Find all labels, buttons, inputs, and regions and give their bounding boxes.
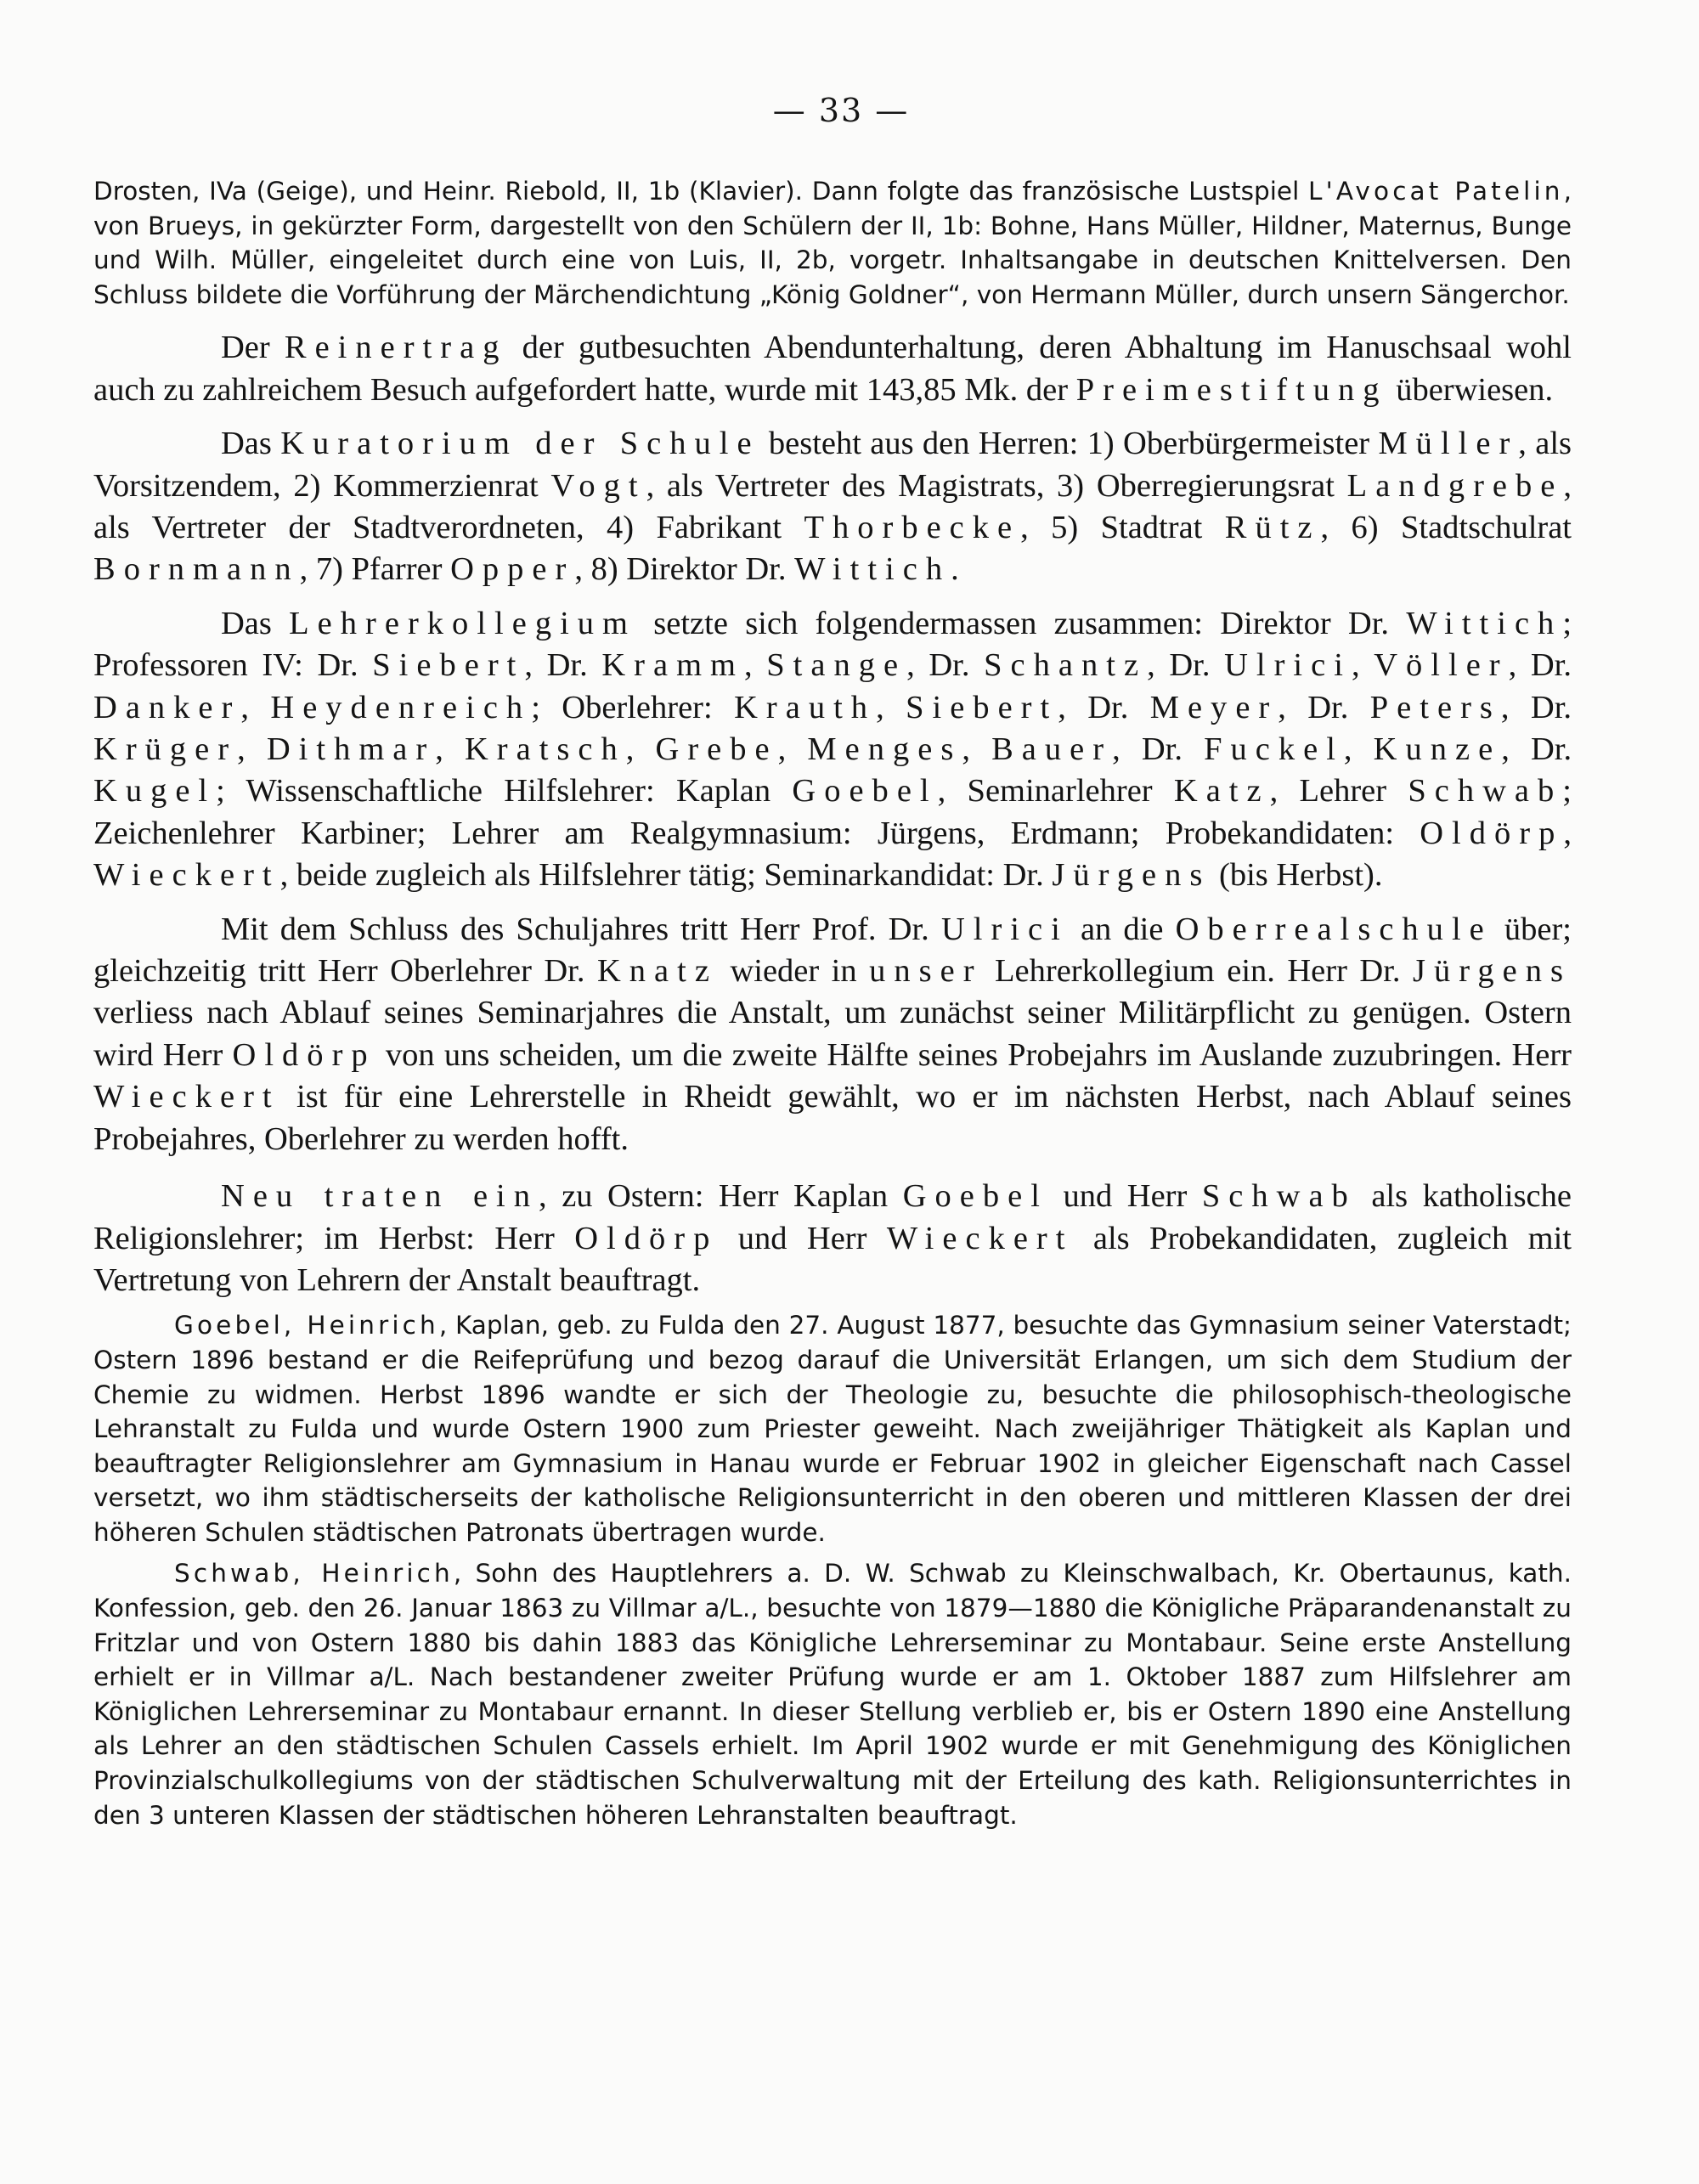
text-run: ; Probekandidaten: (1130, 815, 1420, 851)
spaced-name: Grebe (655, 731, 778, 768)
play-title: L'Avocat Patelin (1308, 177, 1564, 206)
text-run: . (951, 551, 959, 588)
text-run: , (962, 731, 992, 768)
spaced-name: Fuckel (1204, 731, 1344, 768)
spaced-name: Oldörp (1420, 815, 1564, 851)
spaced-name: Vogt (550, 467, 646, 504)
text-run: , (876, 689, 906, 725)
spaced-name: Siebert (372, 647, 525, 684)
spaced-name: Goebel (902, 1178, 1048, 1215)
spaced-name: Bornmann (93, 551, 300, 588)
spaced-name: Knatz (596, 953, 718, 990)
spaced-name: Krauth (734, 689, 877, 725)
biography-text: , Kaplan, geb. zu Fulda den 27. August 1877, besuchte das Gymnasium seiner Vaterstadt; Ostern 1896 bestand er die Reifeprüfung und bezog darauf die Universität Erlangen, um sich dem Studium der Chemie zu widmen. Herbst 1896 wandte er sich der Theologie zu, besuchte die philosophisch-theologische Lehranstalt zu Fulda und wurde Ostern 1900 zum Priester geweiht. Nach zweijähriger Thätigkeit als Kaplan und beauftragter Religionslehrer am Gymnasium in Hanau wurde er Februar 1902 in gleicher Eigenschaft nach Cassel versetzt, wo ihm städtischerseits der katholische Religionsunterricht in den oberen und mittleren Klassen der drei höheren Schulen städtischen Patronats übertragen wurde. (93, 1311, 1572, 1547)
spaced-name: Wieckert (93, 1079, 280, 1115)
text-run: und Herr (718, 1220, 887, 1256)
text-run: , zu Ostern: Herr Kaplan (539, 1178, 903, 1215)
paragraph-staff-changes (93, 909, 1572, 1160)
text-run: , (1343, 731, 1374, 768)
text-run: , (435, 731, 465, 768)
text-run: setzte sich folgendermassen zusammen: Direktor Dr. (636, 605, 1407, 641)
spaced-name: Müller (1378, 426, 1519, 462)
text-run: , Dr. (1058, 689, 1150, 725)
spaced-name: Peters (1369, 689, 1501, 725)
spaced-term: unser (869, 953, 983, 990)
text-run: , Dr. (906, 647, 985, 684)
text-run: , (240, 689, 271, 725)
spaced-name: Heydenreich (270, 689, 532, 725)
text-run: wieder in (717, 953, 870, 990)
spaced-name: Wieckert (93, 857, 280, 894)
biography-text: , Sohn des Hauptlehrers a. D. W. Schwab zu Kleinschwalbach, Kr. Obertaunus, kath. Konfession, geb. den 26. Januar 1863 zu Villmar a/L., besuchte von 1879—1880 die Königliche Präparandenanstalt zu Fritzlar und von Ostern 1880 bis dahin 1883 das Königliche Lehrerseminar zu Montabaur. Seine erste Anstellung erhielt er in Villmar a/L. Nach bestandener zweiter Prüfung wurde er am 1. Oktober 1887 zum Hilfslehrer am Königlichen Lehrerseminar zu Montabaur ernannt. In dieser Stellung verblieb er, bis er Ostern 1890 eine Anstellung als Lehrer an den städtischen Schulen Cassels erhielt. Im April 1902 wurde er mit Genehmigung des Königlichen Provinzialschulkollegiums von der städtischen Schulverwaltung mit der Erteilung des kath. Religionsunterrichtes in den 3 unteren Klassen der städtischen höheren Lehranstalten beauftragt. (93, 1559, 1572, 1830)
spaced-term: Oberrealschule (1175, 911, 1493, 947)
text-run: ist für eine Lehrerstelle in Rheidt gewählt, wo er im nächsten Herbst, nach Ablauf seines Probejahres, Oberlehrer zu werden hofft. (93, 1079, 1572, 1157)
spaced-name: Kunze (1373, 731, 1502, 768)
spaced-name: Wittich (794, 551, 951, 588)
paragraph-net-proceeds (93, 327, 1572, 411)
text-run: , (1351, 647, 1374, 684)
text-run: , Seminarlehrer (937, 773, 1174, 810)
text-run: , von Brueys, in gekürzter Form, dargestellt von den Schülern der II, 1b: Bohne, Hans Müller, Hildner, Maternus, Bunge und Wilh. Müller, eingeleitet durch eine von Luis, II, 2b, vorgetr. Inhaltsangabe in deutschen Knittelversen. Den Schluss bildete die Vorführung der Märchendichtung „König Goldner“, von Hermann Müller, durch unsern Sängerchor. (93, 177, 1572, 309)
spaced-name: Oldörp (232, 1036, 376, 1073)
spaced-name: Wieckert (886, 1220, 1074, 1256)
biography-goebel (93, 1308, 1572, 1549)
spaced-name: Krüger (93, 731, 238, 768)
text-run: besteht aus den Herren: 1) Oberbürgermeister (759, 426, 1379, 462)
text-run: Drosten, IVa (Geige), und Heinr. Riebold, II, 1b (Klavier). Dann folgte das französische Lustspiel (93, 177, 1309, 206)
spaced-name: Siebert (906, 689, 1058, 725)
text-run: , als Vorsitzendem, 2) Kommerzienrat (93, 426, 1572, 504)
text-run: ; Wissenschaftliche Hilfslehrer: Kaplan (216, 773, 793, 810)
text-run: , Dr. (1500, 689, 1572, 725)
spaced-name: Dithmar (266, 731, 436, 768)
text-run: Der (221, 330, 285, 366)
text-run: , Dr. (1112, 731, 1205, 768)
spaced-name: Menges (807, 731, 962, 768)
spaced-name: Jürgens (1413, 953, 1572, 990)
spaced-term: Kuratorium der Schule (280, 426, 760, 462)
text-run: der gutbesuchten Abendunterhaltung, deren Abhaltung im Hanuschsaal wohl auch zu zahlreichem Besuch aufgefordert hatte, wurde mit 143,85 Mk. der (93, 330, 1572, 408)
spaced-name: Ulrici (1224, 647, 1352, 684)
spaced-name: Meyer (1149, 689, 1278, 725)
spaced-name: Stange (766, 647, 907, 684)
text-run: , 5) Stadtrat (1020, 510, 1225, 545)
text-run: (bis Herbst). (1211, 857, 1383, 894)
spaced-term: Preimestiftung (1075, 371, 1388, 408)
spaced-name: Völler (1374, 647, 1509, 684)
spaced-name: Goebel (792, 773, 938, 810)
text-run: als katholische Religionslehrer; im Herbst: Herr (93, 1178, 1572, 1256)
text-run: verliess nach Ablauf seines Seminarjahres die Anstalt, um zunächst seiner Militärpflicht zu genügen. Ostern wird Herr (93, 995, 1572, 1073)
text-run: , Dr. (524, 647, 602, 684)
paragraph-new-arrivals (93, 1176, 1572, 1301)
text-run: , (744, 647, 767, 684)
spaced-name: Ulrici (940, 911, 1069, 947)
text-column (93, 174, 1572, 1832)
spaced-term: Neu traten ein (221, 1178, 539, 1215)
text-run: , als Vertreter der Stadtverordneten, 4) Fabrikant (93, 467, 1572, 545)
biography-name: Goebel, Heinrich (174, 1311, 439, 1340)
spaced-term: Lehrerkollegium (289, 605, 637, 641)
text-run: , beide zugleich als Hilfslehrer tätig; Seminarkandidat: Dr. (279, 857, 1053, 894)
paragraph-teaching-staff (93, 603, 1572, 897)
text-run: Das (221, 426, 281, 462)
text-run: , (976, 815, 1011, 851)
text-run: , 8) Direktor Dr. (574, 551, 795, 588)
spaced-name: Schantz (984, 647, 1148, 684)
spaced-name: Kramm (601, 647, 745, 684)
spaced-name: Landgrebe (1346, 467, 1564, 504)
biography-name: Schwab, Heinrich (174, 1559, 454, 1589)
text-run: , Dr. (1278, 689, 1370, 725)
text-run: , (237, 731, 267, 768)
text-run: , (625, 731, 656, 768)
plain-name: Karbiner (300, 815, 417, 851)
spaced-name: Katz (1173, 773, 1270, 810)
text-run: über; gleichzeitig tritt Herr Oberlehrer Dr. (93, 911, 1572, 990)
text-run: , (777, 731, 808, 768)
text-run: ; Oberlehrer: (531, 689, 735, 725)
text-run: , 7) Pfarrer (299, 551, 451, 588)
text-run: an die (1068, 911, 1176, 947)
spaced-name: Danker (93, 689, 241, 725)
spaced-name: Kratsch (464, 731, 626, 768)
spaced-term: Reinertrag (284, 330, 508, 366)
text-run: ; Lehrer am Realgymnasium: (416, 815, 878, 851)
spaced-name: Kugel (93, 773, 217, 810)
spaced-name: Opper (450, 551, 575, 588)
text-run: , Dr. (1501, 731, 1572, 768)
text-run: , Dr. (1147, 647, 1225, 684)
paragraph-board-of-trustees (93, 423, 1572, 591)
text-run: , 6) Stadtschulrat (1320, 510, 1572, 545)
text-run: , Lehrer (1269, 773, 1408, 810)
text-run: , Dr. (1508, 647, 1572, 684)
text-run: überwiesen. (1387, 371, 1554, 408)
spaced-name: Bauer (991, 731, 1113, 768)
spaced-name: Rütz (1224, 510, 1321, 545)
text-run: von uns scheiden, um die zweite Hälfte seines Probejahrs im Auslande zuzubringen. Herr (375, 1036, 1572, 1073)
text-run: Mit dem Schluss des Schuljahres tritt Herr Prof. Dr. (221, 911, 941, 947)
text-run: Das (221, 605, 290, 641)
text-run: , (1563, 815, 1572, 851)
spaced-name: Wittich (1406, 605, 1563, 641)
spaced-name: Schwab (1408, 773, 1563, 810)
spaced-name: Thorbecke (804, 510, 1021, 545)
page-number: — 33 — (772, 92, 910, 129)
text-run: , als Vertreter des Magistrats, 3) Oberregierungsrat (646, 467, 1347, 504)
text-run: Lehrerkollegium ein. Herr Dr. (982, 953, 1413, 990)
biography-schwab (93, 1556, 1572, 1832)
text-run: als Probekandidaten, zugleich mit Vertretung von Lehrern der Anstalt beauftragt. (93, 1220, 1572, 1298)
paragraph-evening-program (93, 174, 1572, 312)
plain-name: Jürgens (877, 815, 977, 851)
text-run: ; Professoren IV: Dr. (93, 605, 1572, 684)
text-run: und Herr (1047, 1178, 1202, 1215)
spaced-name: Schwab (1201, 1178, 1357, 1215)
spaced-name: Jürgens (1052, 857, 1211, 894)
plain-name: Erdmann (1010, 815, 1131, 851)
text-run: ; Zeichenlehrer (93, 773, 1572, 851)
spaced-name: Oldörp (574, 1220, 719, 1256)
